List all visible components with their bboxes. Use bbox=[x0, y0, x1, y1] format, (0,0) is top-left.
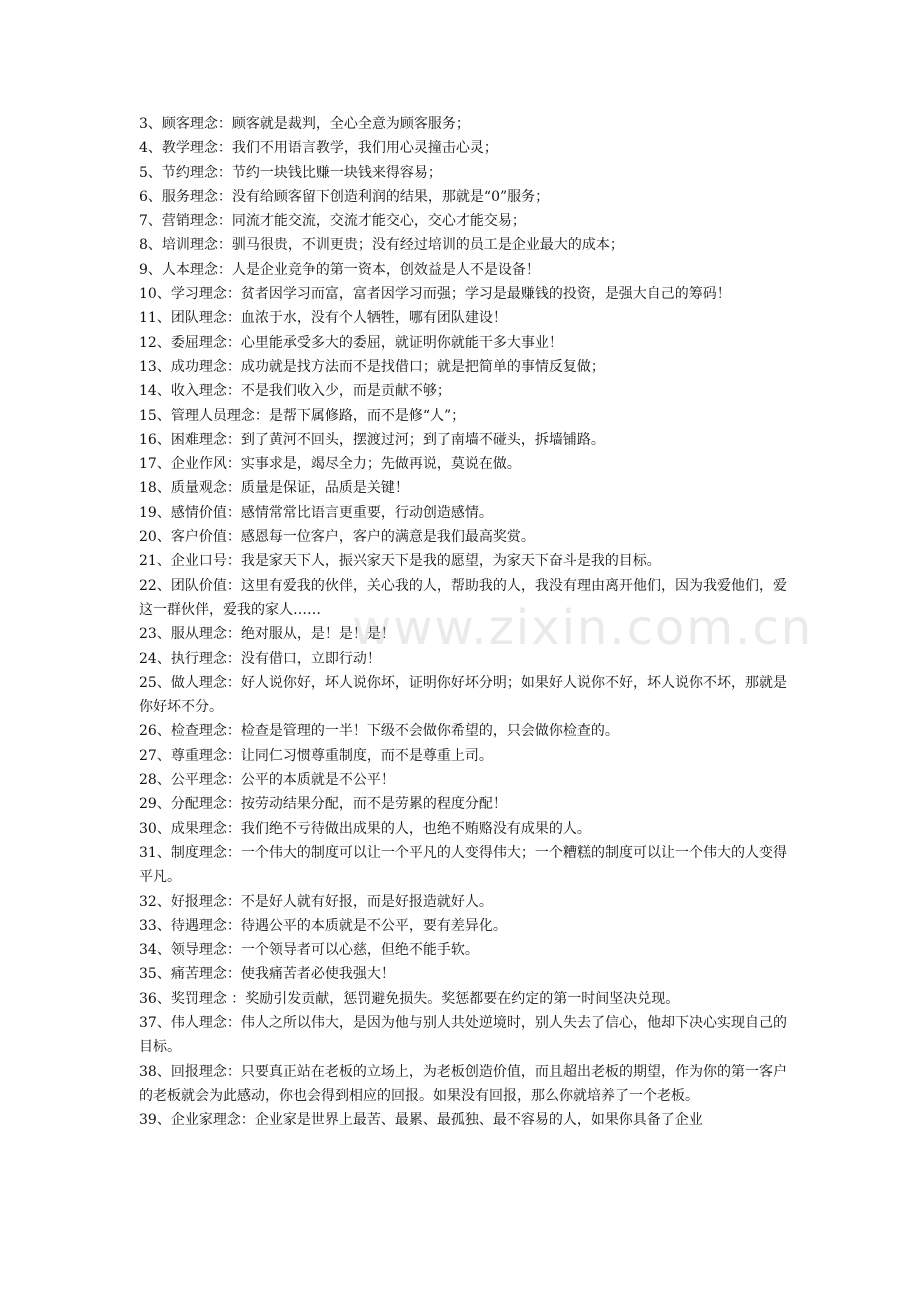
list-item: 38、回报理念：只要真正站在老板的立场上，为老板创造价值，而且超出老板的期望，作为你的第一客户的老板就会为此感动，你也会得到相应的回报。如果没有回报，那么你就培养了一个老板。 bbox=[139, 1063, 787, 1104]
list-item: 19、感情价值：感情常常比语言更重要，行动创造感情。 bbox=[139, 504, 493, 521]
list-item: 25、做人理念：好人说你好，坏人说你坏，证明你好坏分明；如果好人说你不好，坏人说你不坏，那就是你好坏不分。 bbox=[139, 674, 787, 716]
list-item: 28、公平理念：公平的本质就是不公平！ bbox=[139, 772, 395, 789]
list-item: 10、学习理念：贫者因学习而富，富者因学习而强；学习是最赚钱的投资，是强大自己的筹码！ bbox=[139, 286, 731, 303]
list-item: 21、企业口号：我是家天下人，振兴家天下是我的愿望，为家天下奋斗是我的目标。 bbox=[139, 553, 661, 570]
list-item: 8、培训理念：驯马很贵，不训更贵；没有经过培训的员工是企业最大的成本； bbox=[139, 237, 624, 254]
list-item: 39、企业家理念：企业家是世界上最苦、最累、最孤独、最不容易的人，如果你具备了企业 bbox=[139, 1112, 703, 1129]
list-item: 31、制度理念：一个伟大的制度可以让一个平凡的人变得伟大；一个糟糕的制度可以让一个伟大的人变得平凡。 bbox=[139, 844, 787, 886]
list-item: 34、领导理念：一个领导者可以心慈，但绝不能手软。 bbox=[139, 942, 479, 959]
list-item: 30、成果理念：我们绝不亏待做出成果的人，也绝不贿赂没有成果的人。 bbox=[139, 820, 591, 837]
list-item: 12、委屈理念：心里能承受多大的委屈，就证明你就能干多大事业！ bbox=[139, 334, 563, 351]
list-item: 23、服从理念：绝对服从，是！是！是！ bbox=[139, 626, 395, 643]
list-item: 9、人本理念：人是企业竞争的第一资本，创效益是人不是设备！ bbox=[139, 261, 540, 278]
list-item: 7、营销理念：同流才能交流，交流才能交心，交心才能交易； bbox=[139, 213, 526, 230]
document-body bbox=[139, 112, 787, 1132]
list-item: 37、伟人理念：伟人之所以伟大，是因为他与别人共处逆境时，别人失去了信心，他却下决心实现自己的目标。 bbox=[139, 1014, 787, 1056]
list-item: 15、管理人员理念：是帮下属修路，而不是修“人”； bbox=[139, 407, 466, 424]
list-item: 26、检查理念：检查是管理的一半！下级不会做你希望的，只会做你检查的。 bbox=[139, 723, 619, 740]
list-item: 33、待遇理念：待遇公平的本质就是不公平，要有差异化。 bbox=[139, 917, 507, 934]
list-item: 14、收入理念：不是我们收入少，而是贡献不够； bbox=[139, 383, 451, 400]
list-item: 4、教学理念：我们不用语言教学，我们用心灵撞击心灵； bbox=[139, 140, 498, 157]
list-item: 6、服务理念：没有给顾客留下创造利润的结果，那就是“0”服务； bbox=[139, 188, 550, 205]
list-item: 5、节约理念：节约一块钱比赚一块钱来得容易； bbox=[139, 164, 442, 181]
list-item: 29、分配理念：按劳动结果分配，而不是劳累的程度分配！ bbox=[139, 796, 507, 813]
list-item: 20、客户价值：感恩每一位客户，客户的满意是我们最高奖赏。 bbox=[139, 529, 535, 546]
list-item: 32、好报理念：不是好人就有好报，而是好报造就好人。 bbox=[139, 893, 493, 910]
list-item: 36、奖罚理念 ：奖励引发贡献，惩罚避免损失。奖惩都要在约定的第一时间坚决兑现。 bbox=[139, 990, 680, 1007]
list-item: 22、团队价值：这里有爱我的伙伴，关心我的人，帮助我的人，我没有理由离开他们，因为我爱他们，爱这一群伙伴，爱我的家人…… bbox=[139, 577, 787, 618]
list-item: 17、企业作风：实事求是，竭尽全力；先做再说，莫说在做。 bbox=[139, 456, 521, 473]
list-item: 18、质量观念：质量是保证，品质是关键！ bbox=[139, 480, 409, 497]
list-item: 24、执行理念：没有借口，立即行动！ bbox=[139, 650, 381, 667]
list-item: 3、顾客理念：顾客就是裁判，全心全意为顾客服务； bbox=[139, 116, 470, 132]
list-item: 13、成功理念：成功就是找方法而不是找借口；就是把简单的事情反复做； bbox=[139, 358, 605, 375]
list-item: 16、困难理念：到了黄河不回头，摆渡过河；到了南墙不碰头，拆墙铺路。 bbox=[139, 431, 605, 448]
watermark: www.zixin.com.cn bbox=[352, 600, 814, 656]
list-item: 35、痛苦理念：使我痛苦者必使我强大！ bbox=[139, 966, 395, 983]
list-item: 11、团队理念：血浓于水，没有个人牺牲，哪有团队建设！ bbox=[139, 310, 507, 327]
list-item: 27、尊重理念：让同仁习惯尊重制度，而不是尊重上司。 bbox=[139, 747, 493, 764]
